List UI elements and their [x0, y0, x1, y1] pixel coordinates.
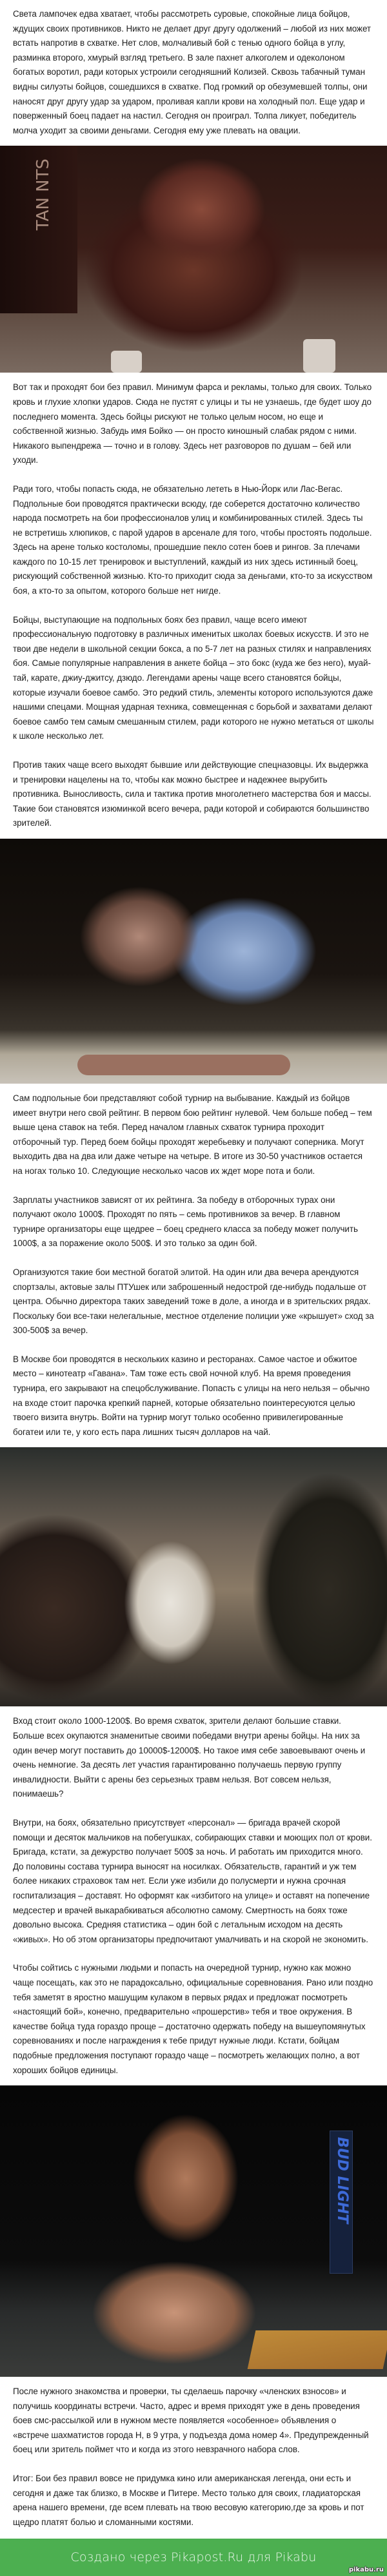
- fallen-fighter: [77, 1055, 290, 1075]
- footer-banner: [0, 2539, 387, 2576]
- photo-kneeling-fighter: [0, 146, 387, 373]
- text-block-2: [0, 373, 387, 839]
- paragraph: Ради того, чтобы попасть сюда, не обязательно лететь в Нью-Йорк или Лас-Вегас. Подпольные бои проводятся практически всюду, где соберется достаточно количество народа посмотреть на бои профессионалов улиц и комбинированных стилей. Здесь ты не встретишь хлюпиков, с парой ударов в арсенале для того, чтобы простоять подольше. Здесь на арене только костоломы, прошедшие пекло сотен боев и рингов. За плечами каждого по 10-15 лет тренировок и выступлений, каждый из них здесь истинный боец, рискующий собственной жизнью. Кто-то приходит сюда за деньгами, кто-то за искусством боя, а кто-то за опытом, которого больше нет нигде.: [13, 483, 373, 596]
- glove-right: [303, 339, 335, 373]
- footer-credit: Создано через Pikapost.Ru для Pikabu: [70, 2550, 317, 2565]
- paragraph: Против таких чаще всего выходят бывшие или действующие спецназовцы. Их выдержка и тренировки нацелены на то, чтобы как можно быстрее и надежнее вырубить противника. Выносливость, сила и тактика против многолетнего мастерства боя и массы. Такие бои становятся изюминкой всего вечера, ради которой и собираются большинство зрителей.: [13, 760, 372, 828]
- paragraph: Света лампочек едва хватает, чтобы рассмотреть суровые, спокойные лица бойцов, ждущих своих противников. Никто не делает друг другу одолжений – любой из них может встать напротив в схватке. Нет слов, молчаливый бой с тенью одного бойца в углу, разминка второго, хмурый взгляд третьего. В зале пахнет алкоголем и одеколоном богатых воротил, ради которых устроили сегодняшний Колизей. Сквозь табачный туман видны силуэты бойцов, сошедшихся в схватке. Под громкий ор обезумевшей толпы, они наносят друг другу удар за ударом, проливая капли крови на холодный пол. Еще удар и поверженный боец падает на настил. Сегодня он проиграл. Толпа ликует, победитель молча уходит за своими деньгами. Сегодня ему уже плевать на овации.: [13, 9, 371, 135]
- ring-floor-logo: [248, 2330, 387, 2369]
- glove-left: [111, 351, 142, 373]
- paragraph: Бойцы, выступающие на подпольных боях без правил, чаще всего имеют профессиональную подготовку в различных именитых школах боевых искусств. И это не твои две недели в школьной секции бокса, а по 5-7 лет на разных стилях и направлениях боя. Самые популярные направления в анкете бойца – это бокс (куда же без него), муай-тай, карате, джиу-джитсу, дзюдо. Легендами арены чаще всего становятся бойцы, которые изучали боевое самбо. Это редкий стиль, элементы которого используются даже нашими спецами. Мощная ударная техника, совмещенная с борьбой и захватами делают боевое самбо тем самым смешанным стилем, ради которого не нужно метаться от школы к школе несколько лет.: [13, 614, 374, 741]
- paragraph: Вход стоит около 1000-1200$. Во время схваток, зрители делают большие ставки. Больше всех окупаются знаменитые своими победами внутри арены бойцы. На них за один вечер могут поставить до 10000$-12000$. Но такое имя себе завоевывают очень и очень немногие. За десять лет участия гарантированно получаешь первую группу инвалидности. Выйти с арены без серьезных травм нельзя. Вот совсем нельзя, понимаешь?: [13, 1716, 366, 1799]
- text-block-5: [0, 2377, 387, 2539]
- paragraph: Итог: Бои без правил вовсе не придумка кино или американская легенда, они есть и сегодня и даже так близко, в Москве и Питере. Место только для своих, гладиаторская арена нашего времени, где всем плевать на твою весовую категорию,где за кровь и пот щедро платят болью и сломанными костями.: [13, 2474, 364, 2527]
- text-block-1: [0, 0, 387, 146]
- sponsor-banner-text: BUD LIGHT: [334, 2137, 350, 2224]
- paragraph: Внутри, на боях, обязательно присутствует «персонал» — бригада врачей скорой помощи и десяток мальчиков на побегушках, собирающих ставки и моющих пол от крови. Бригада, кстати, за дежурство получает 500$ за ночь. И работать им приходится много. До половины состава турнира выносят на носилках. Обязательств, гарантий и уж тем более никаких страховок там нет. Если уже избили до полусмерти и нужна срочная госпитализация – доставят. Но оформят как «избитого на улице» и оставят на попечение медсестер и врачей выкарабкиваться абсолютно самому. Смертность на боях тоже довольно высока. Средняя статистика – один бой с летальным исходом на десять «живых». Но об этом организаторы предпочитают умалчивать и на скорой не экономить.: [13, 1818, 372, 1944]
- paragraph: Зарплаты участников зависят от их рейтинга. За победу в отборочных турах они получают около 1000$. Проходят по пять – семь противников за вечер. В главном турнире организаторы еще щедрее – боец среднего класса за победу может получить 1000$, а за поражение около 500$. И это только за один бой.: [13, 1195, 358, 1249]
- paragraph: Вот так и проходят бои без правил. Минимум фарса и рекламы, только для своих. Только кровь и глухие хлопки ударов. Сюда не пустят с улицы и ты не узнаешь, где будет шоу до последнего момента. Здесь бойцы рискуют не только целым носом, но еще и собственной жизнью. Забудь имя Бойко — он просто киношный слабак рядом с ними. Никакого выпендрежа — точно и в голову. Здесь нет разговоров по душам – бей или уходи.: [13, 382, 372, 465]
- photo-ring-fight: [0, 2085, 387, 2377]
- text-block-4: [0, 1706, 387, 2085]
- paragraph: Организуются такие бои местной богатой элитой. На один или два вечера арендуются спортзалы, актовые залы ПТУшек или заброшенный недострой где-нибудь подальше от центра. Обычно директора таких заведений тоже в доле, а иногда и в зрительских рядах. Поскольку бои все-таки нелегальные, местное отделение полиции уже «крышует» сход за 300-500$ за вечер.: [13, 1267, 374, 1336]
- text-block-3: [0, 1084, 387, 1447]
- cage-banner-text: TAN NTS: [34, 159, 53, 231]
- paragraph: Сам подпольные бои представляют собой турнир на выбывание. Каждый из бойцов имеет внутри него свой рейтинг. В первом бою рейтинг нулевой. Чем больше побед – тем выше цена ставок на тебя. Перед началом главных схваток турнира проходит отборочный тур. Перед боем бойцы проходят жеребьевку и получают соперника. Могут выходить два на два или даже четыре на четыре. В итоге из 30-50 участников остается на ногах только 10. Следующие несколько часов их ждет море пота и боли.: [13, 1093, 372, 1176]
- paragraph: После нужного знакомства и проверки, ты сделаешь парочку «членских взносов» и получишь координаты встречи. Часто, адрес и время приходят уже в день проведения боев смс-рассылкой или в нужном месте появляется «особенное» объявления о «встрече шахматистов города Н, в 9 утра, у подъезда дома номер 4». Предупрежденный боец или зритель поймет что и когда из этого невзрачного набора слов.: [13, 2386, 369, 2455]
- paragraph: Чтобы сойтись с нужными людьми и попасть на очередной турнир, нужно как можно чаще посещать, как это не парадоксально, официальные соревнования. Рано или поздно тебя заметят в яростно машущим кулаком в первых рядах и предложат посмотреть «настоящий бой», конечно, предварительно «прошерстив» тебя и твое окружения. В качестве бойца туда гораздо проще – достаточно одержать победу на вышеупомянутых соревнованиях и после награждения к тебе придут нужные люди. Кстати, бойцам подобные предложения поступают гораздо чаще – посмотреть желающих полно, а вот хороших бойцов единицы.: [13, 1963, 373, 2075]
- photo-street-fight: [0, 1447, 387, 1706]
- site-watermark: pikabu.ru: [348, 2566, 384, 2574]
- photo-knockout-referee: [0, 839, 387, 1084]
- paragraph: В Москве бои проводятся в нескольких казино и ресторанах. Самое частое и обжитое место – кинотеатр «Гавана». Там тоже есть свой ночной клуб. На время проведения турнира, его закрывают на спецобслуживание. Попасть с улицы на него нельзя – обычно на входе стоит парочка крепкий парней, которые обязательно поинтересуются целью твоего визита внутрь. Войти на турнир могут только особенно привилегированные богатеи или те, у кого есть пара лишних тысяч долларов на чай.: [13, 1354, 370, 1437]
